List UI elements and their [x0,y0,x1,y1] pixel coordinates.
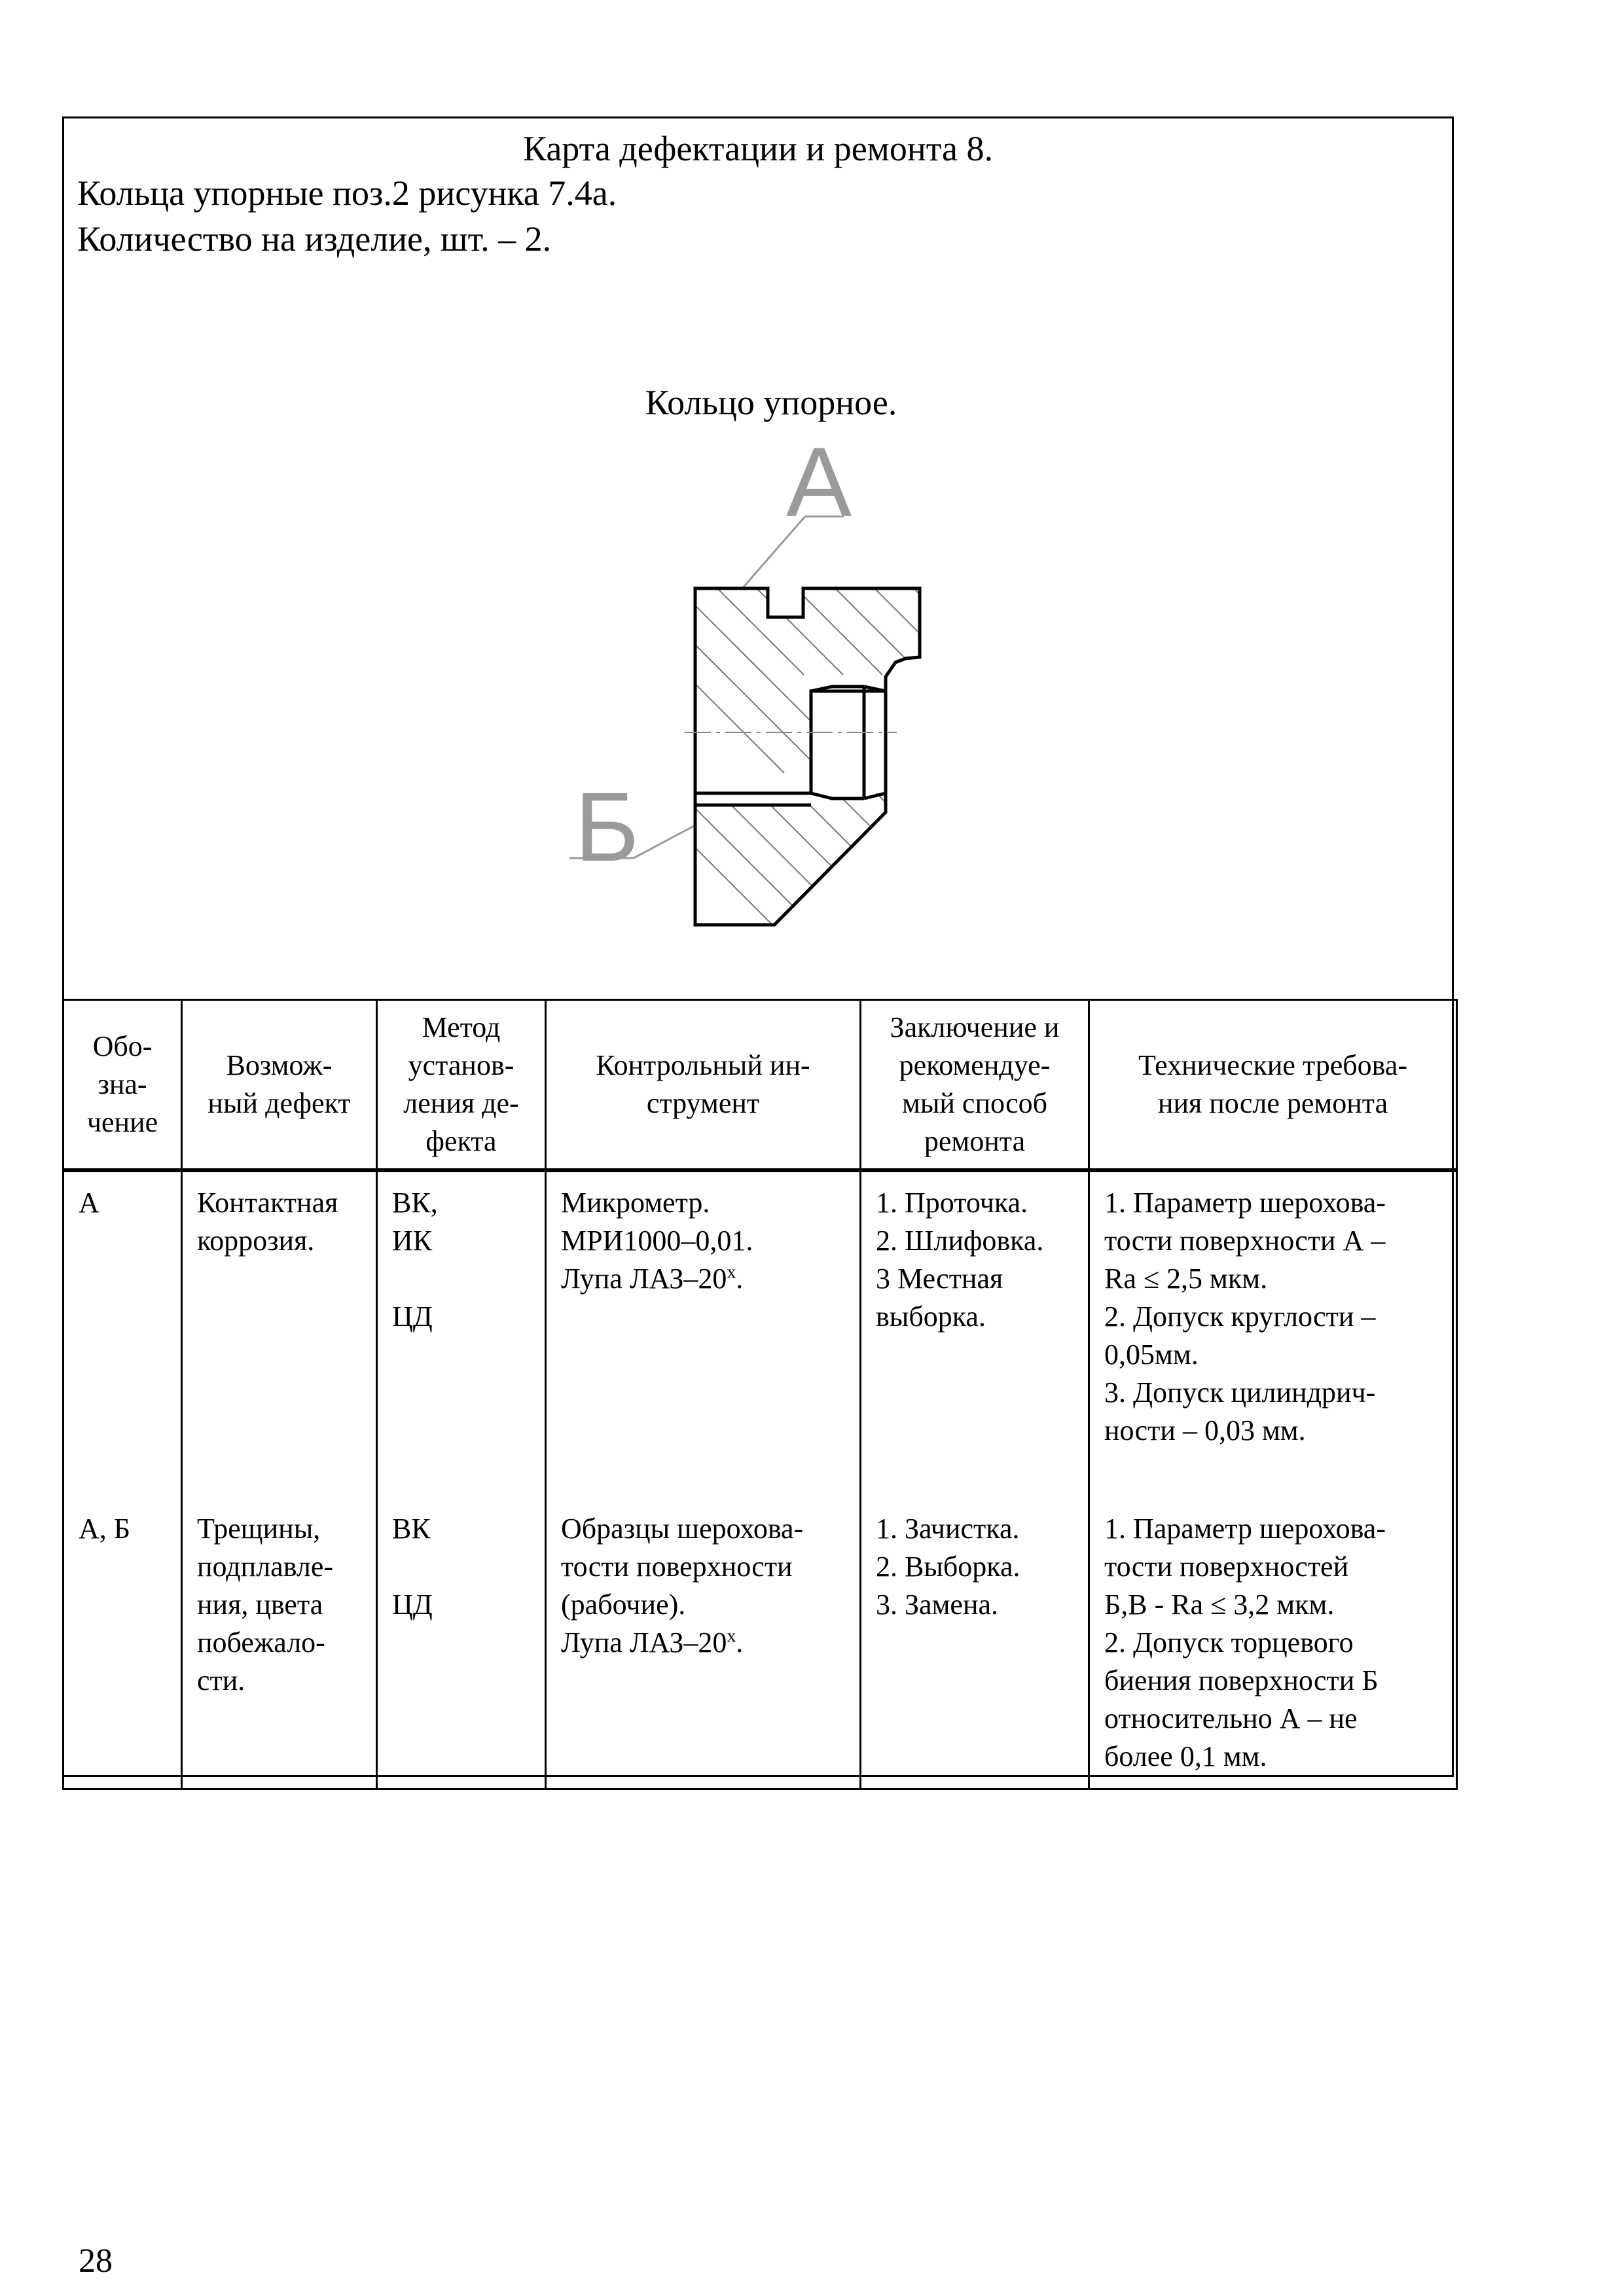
header-designation: Обо- зна- чение [63,1000,182,1171]
table-header-row [63,1000,1457,1171]
figure-title: Кольцо упорное. [645,383,897,422]
header-repair-method: Заключение и рекомендуе- мый способ ремонта [861,1000,1089,1171]
header-requirements: Технические требова- ния после ремонта [1089,1000,1457,1171]
defect-table [62,999,1458,1790]
card-title: Карта дефектации и ремонта 8. [523,129,993,168]
table-row [63,1498,1457,1789]
table-row [63,1170,1457,1498]
surface-b-label: Б [575,772,640,882]
cell-instrument: Микрометр. МРИ1000–0,01. Лупа ЛАЗ–$20^х$. [546,1170,861,1498]
part-name-line: Кольца упорные поз.2 рисунка 7.4а. [77,173,617,213]
defect-card [62,117,1454,1777]
cell-method: ВК ЦД [377,1498,546,1789]
surface-a-label: А [786,427,852,537]
cell-repair: 1. Зачистка. 2. Выборка. 3. Замена. [861,1498,1089,1789]
header-possible-defect: Возмож- ный дефект [182,1000,377,1171]
cell-instrument: Образцы шерохова- тости поверхности (рабочие). Лупа ЛАЗ–$20^х$. [546,1498,861,1789]
cell-defect: Трещины, подплавле- ния, цвета побежало- сти. [182,1498,377,1789]
thrust-ring-drawing [64,118,1456,999]
cell-requirements: 1. Параметр шерохова- тости поверхности А – Ra ≤ 2,5 мкм. 2. Допуск круглости – 0,05мм. 3. Допуск цилиндрич- ности – 0,03 мм. [1089,1170,1457,1498]
cell-defect: Контактная коррозия. [182,1170,377,1498]
header-control-instrument: Контрольный ин- струмент [546,1000,861,1171]
quantity-line: Количество на изделие, шт. – 2. [77,219,552,259]
cell-requirements: 1. Параметр шерохова- тости поверхностей Б,В - Ra ≤ 3,2 мкм. 2. Допуск торцевого биения поверхности Б относительно А – не более 0,1 мм. [1089,1498,1457,1789]
cell-designation: А [63,1170,182,1498]
page-number: 28 [79,2242,113,2280]
cell-method: ВК, ИК ЦД [377,1170,546,1498]
cell-repair: 1. Проточка. 2. Шлифовка. 3 Местная выборка. [861,1170,1089,1498]
cell-designation: А, Б [63,1498,182,1789]
header-detection-method: Метод установ- ления де- фекта [377,1000,546,1171]
